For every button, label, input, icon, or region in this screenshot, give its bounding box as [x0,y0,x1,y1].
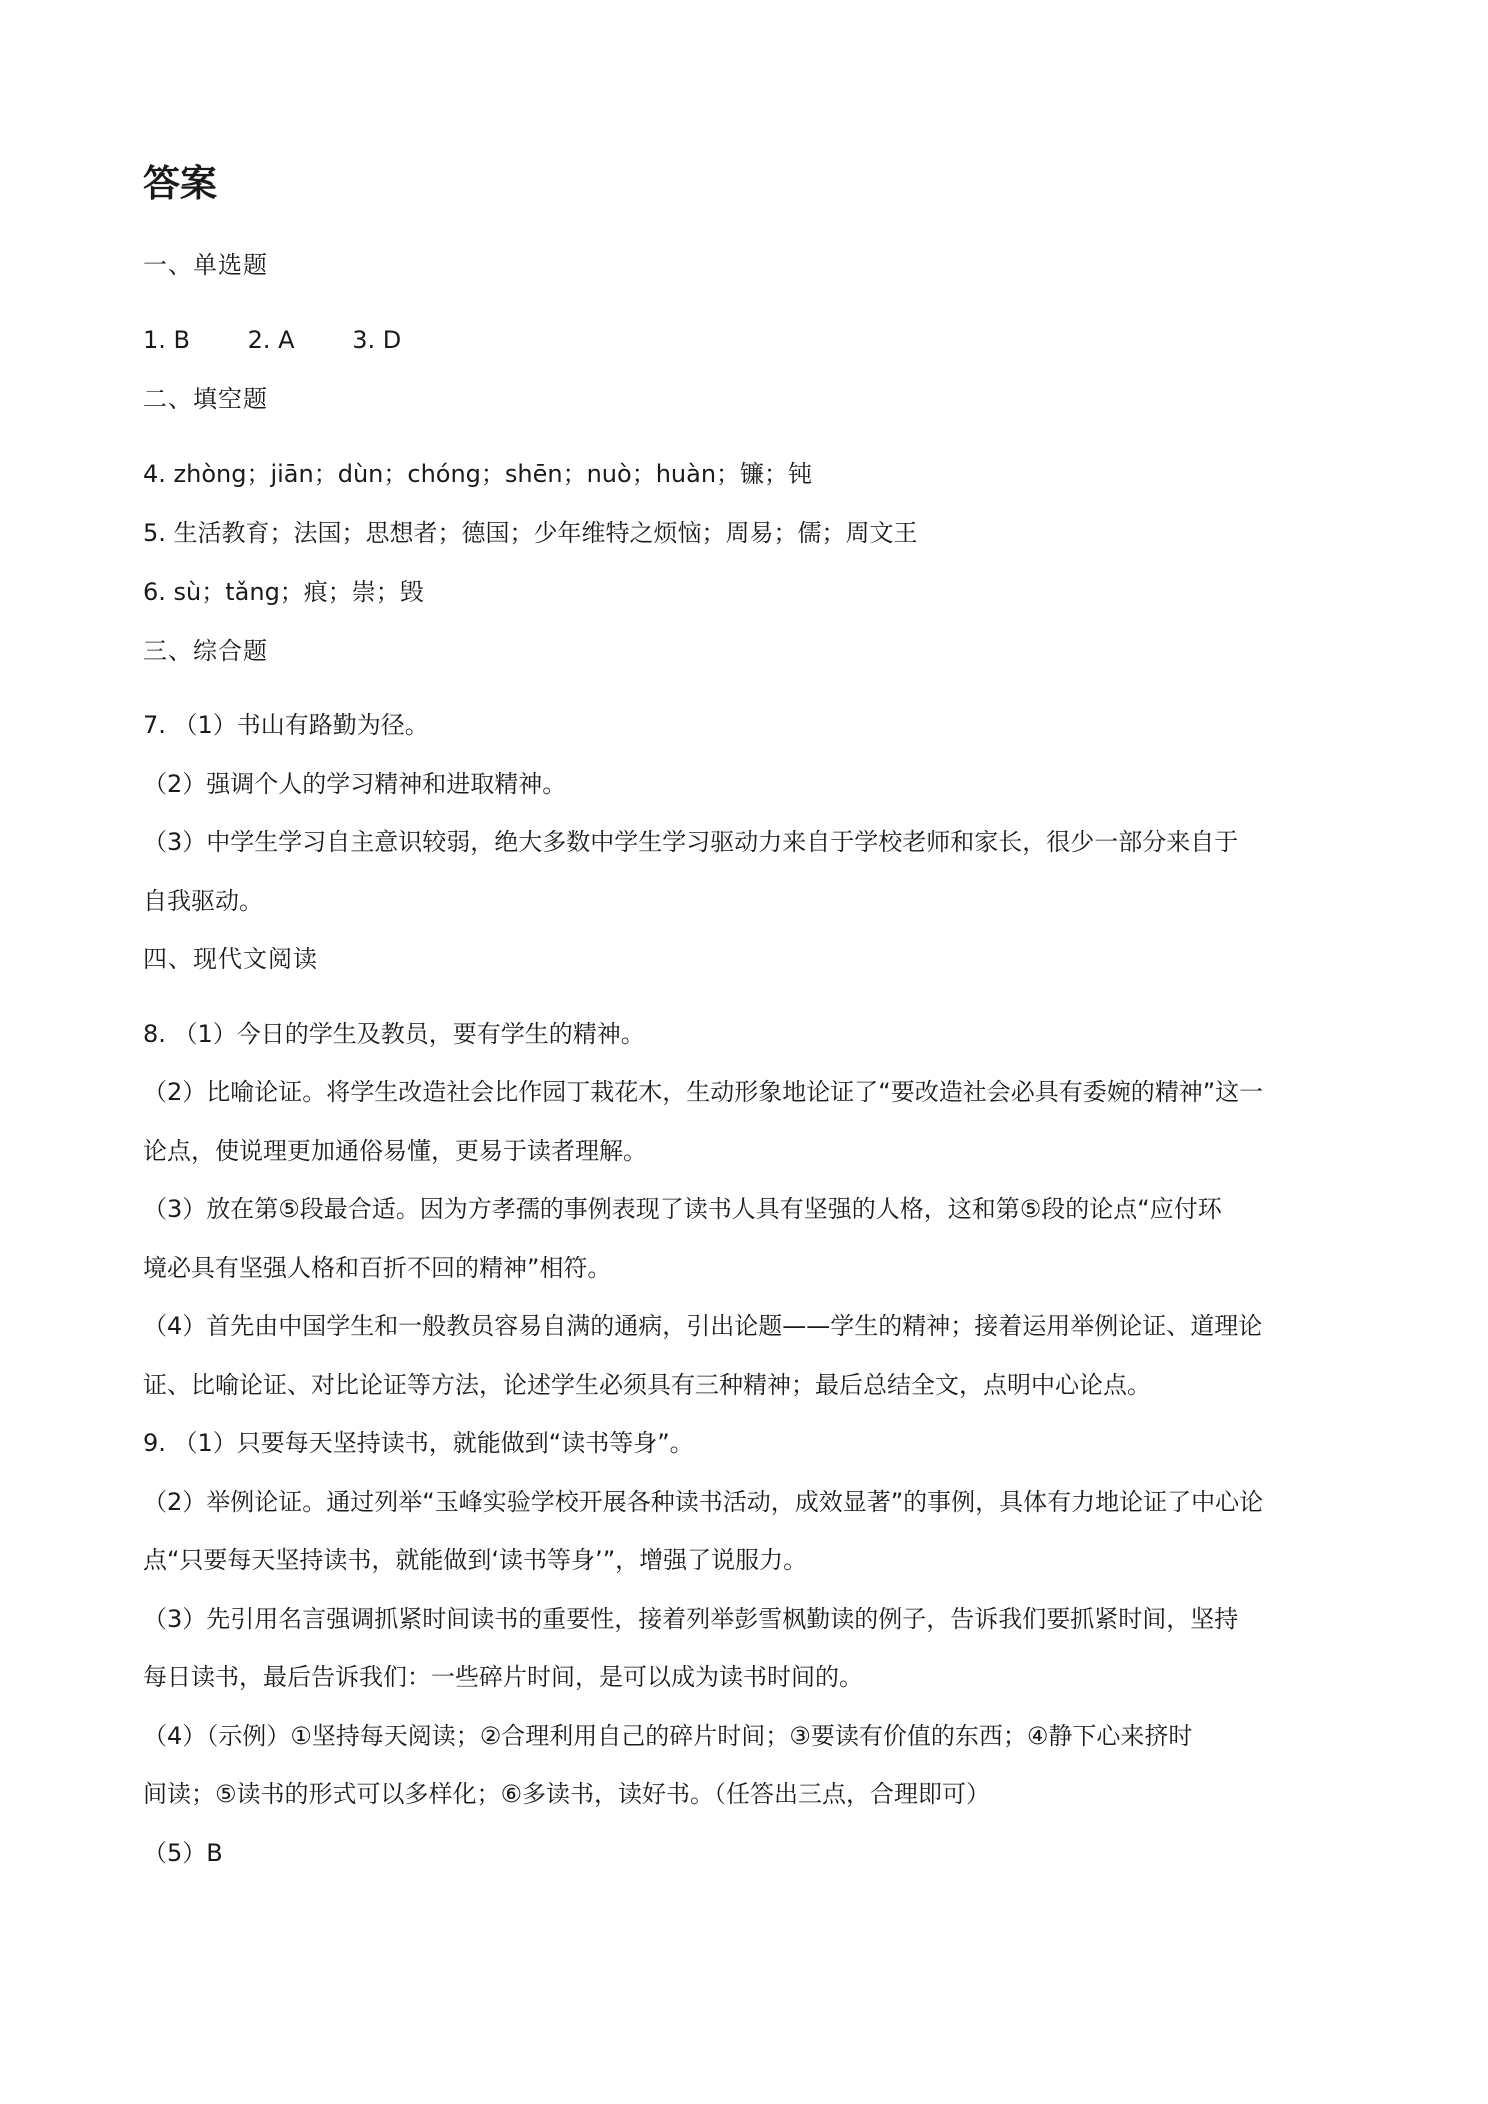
section-heading-fill-blank: 二、填空题 [143,385,268,413]
section-heading-modern-reading: 四、现代文阅读 [143,945,318,973]
answer-q9-part3-line1: （3）先引用名言强调抓紧时间读书的重要性，接着列举彭雪枫勤读的例子，告诉我们要抓紧时间，坚持 [143,1605,1239,1633]
answer-q4: 4. zhòng；jiān；dùn；chóng；shēn；nuò；huàn；镰；钝 [143,460,813,488]
answer-q3: 3. D [352,326,402,354]
answer-q9-part1: 9. （1）只要每天坚持读书，就能做到“读书等身”。 [143,1429,694,1457]
answer-q8-part3-line1: （3）放在第⑤段最合适。因为方孝孺的事例表现了读书人具有坚强的人格，这和第⑤段的论点“应付环 [143,1195,1222,1223]
answer-q8-part2-line2: 论点，使说理更加通俗易懂，更易于读者理解。 [143,1137,647,1165]
answer-q9-part5: （5）B [143,1839,223,1867]
answer-q9-part2-line2: 点“只要每天坚持读书，就能做到‘读书等身’”，增强了说服力。 [143,1546,808,1574]
answer-q8-part4-line2: 证、比喻论证、对比论证等方法，论述学生必须具有三种精神；最后总结全文，点明中心论点。 [143,1371,1151,1399]
answer-q7-part3-line2: 自我驱动。 [143,887,263,915]
section-heading-comprehensive: 三、综合题 [143,637,268,665]
answer-q9-part4-line1: （4）（示例）①坚持每天阅读；②合理利用自己的碎片时间；③要读有价值的东西；④静下心来挤时 [143,1722,1193,1750]
section-heading-single-choice: 一、单选题 [143,251,268,279]
answer-q9-part4-line2: 间读；⑤读书的形式可以多样化；⑥多读书，读好书。（任答出三点，合理即可） [143,1780,991,1808]
answer-q7-part1: 7. （1）书山有路勤为径。 [143,711,429,739]
answer-q8-part1: 8. （1）今日的学生及教员，要有学生的精神。 [143,1020,645,1048]
answer-q7-part2: （2）强调个人的学习精神和进取精神。 [143,770,567,798]
answer-q9-part2-line1: （2）举例论证。通过列举“玉峰实验学校开展各种读书活动，成效显著”的事例，具体有力地论证了中心论 [143,1488,1264,1516]
answer-q1: 1. B [143,326,190,354]
answer-q9-part3-line2: 每日读书，最后告诉我们：一些碎片时间，是可以成为读书时间的。 [143,1663,863,1691]
answer-q5: 5. 生活教育；法国；思想者；德国；少年维特之烦恼；周易；儒；周文王 [143,519,918,547]
answer-q8-part3-line2: 境必具有坚强人格和百折不回的精神”相符。 [143,1254,612,1282]
answer-q6: 6. sù；tǎng；痕；崇；毁 [143,578,424,606]
answer-q2: 2. A [247,326,295,354]
page-title: 答案 [143,162,217,205]
answer-q7-part3-line1: （3）中学生学习自主意识较弱，绝大多数中学生学习驱动力来自于学校老师和家长，很少一部分来自于 [143,828,1239,856]
answer-q8-part4-line1: （4）首先由中国学生和一般教员容易自满的通病，引出论题——学生的精神；接着运用举例论证、道理论 [143,1312,1263,1340]
answer-q8-part2-line1: （2）比喻论证。将学生改造社会比作园丁栽花木，生动形象地论证了“要改造社会必具有委婉的精神”这一 [143,1078,1264,1106]
mcq-answers-row [143,323,451,357]
